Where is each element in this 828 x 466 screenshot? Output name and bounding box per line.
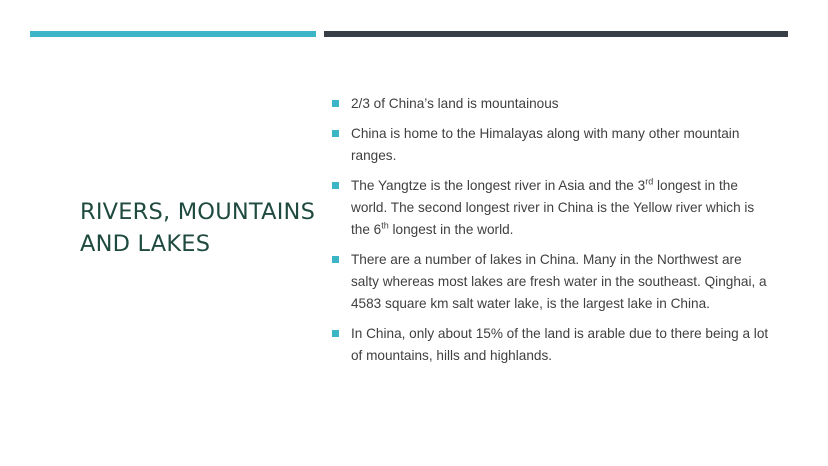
ordinal-suffix: rd (645, 176, 654, 187)
square-bullet-icon (332, 256, 339, 263)
bullet-text-part: longest in the world. The second longest river in China is the Yellow river which is the 6 (351, 178, 755, 237)
bullet-text-part: The Yangtze is the longest river in Asia and the 3 (351, 178, 646, 193)
bullet-text: In China, only about 15% of the land is arable due to there being a lot of mountains, hills and highlands. (351, 326, 769, 363)
bullet-item (331, 123, 771, 167)
square-bullet-icon (332, 330, 339, 337)
bullet-text: There are a number of lakes in China. Many in the Northwest are salty whereas most lakes are fresh water in the southeast. Qinghai, a 4583 square km salt water lake, is the largest lake in China. (351, 252, 767, 311)
square-bullet-icon (332, 100, 339, 107)
bullet-item (331, 323, 771, 367)
ordinal-suffix: th (381, 220, 389, 231)
bullet-text: 2/3 of China’s land is mountainous (351, 96, 559, 111)
dark-bar (324, 31, 788, 37)
square-bullet-icon (332, 130, 339, 137)
square-bullet-icon (332, 182, 339, 189)
slide-title: RIVERS, MOUNTAINS AND LAKES (80, 199, 316, 257)
accent-bar (30, 31, 316, 37)
bullet-list (331, 93, 771, 375)
bullet-text-part: longest in the world. (388, 222, 514, 237)
bullet-text (351, 178, 754, 237)
bullet-item (331, 93, 771, 115)
bullet-text: China is home to the Himalayas along with many other mountain ranges. (351, 126, 740, 163)
bullet-item (331, 175, 771, 241)
bullet-item (331, 249, 771, 315)
